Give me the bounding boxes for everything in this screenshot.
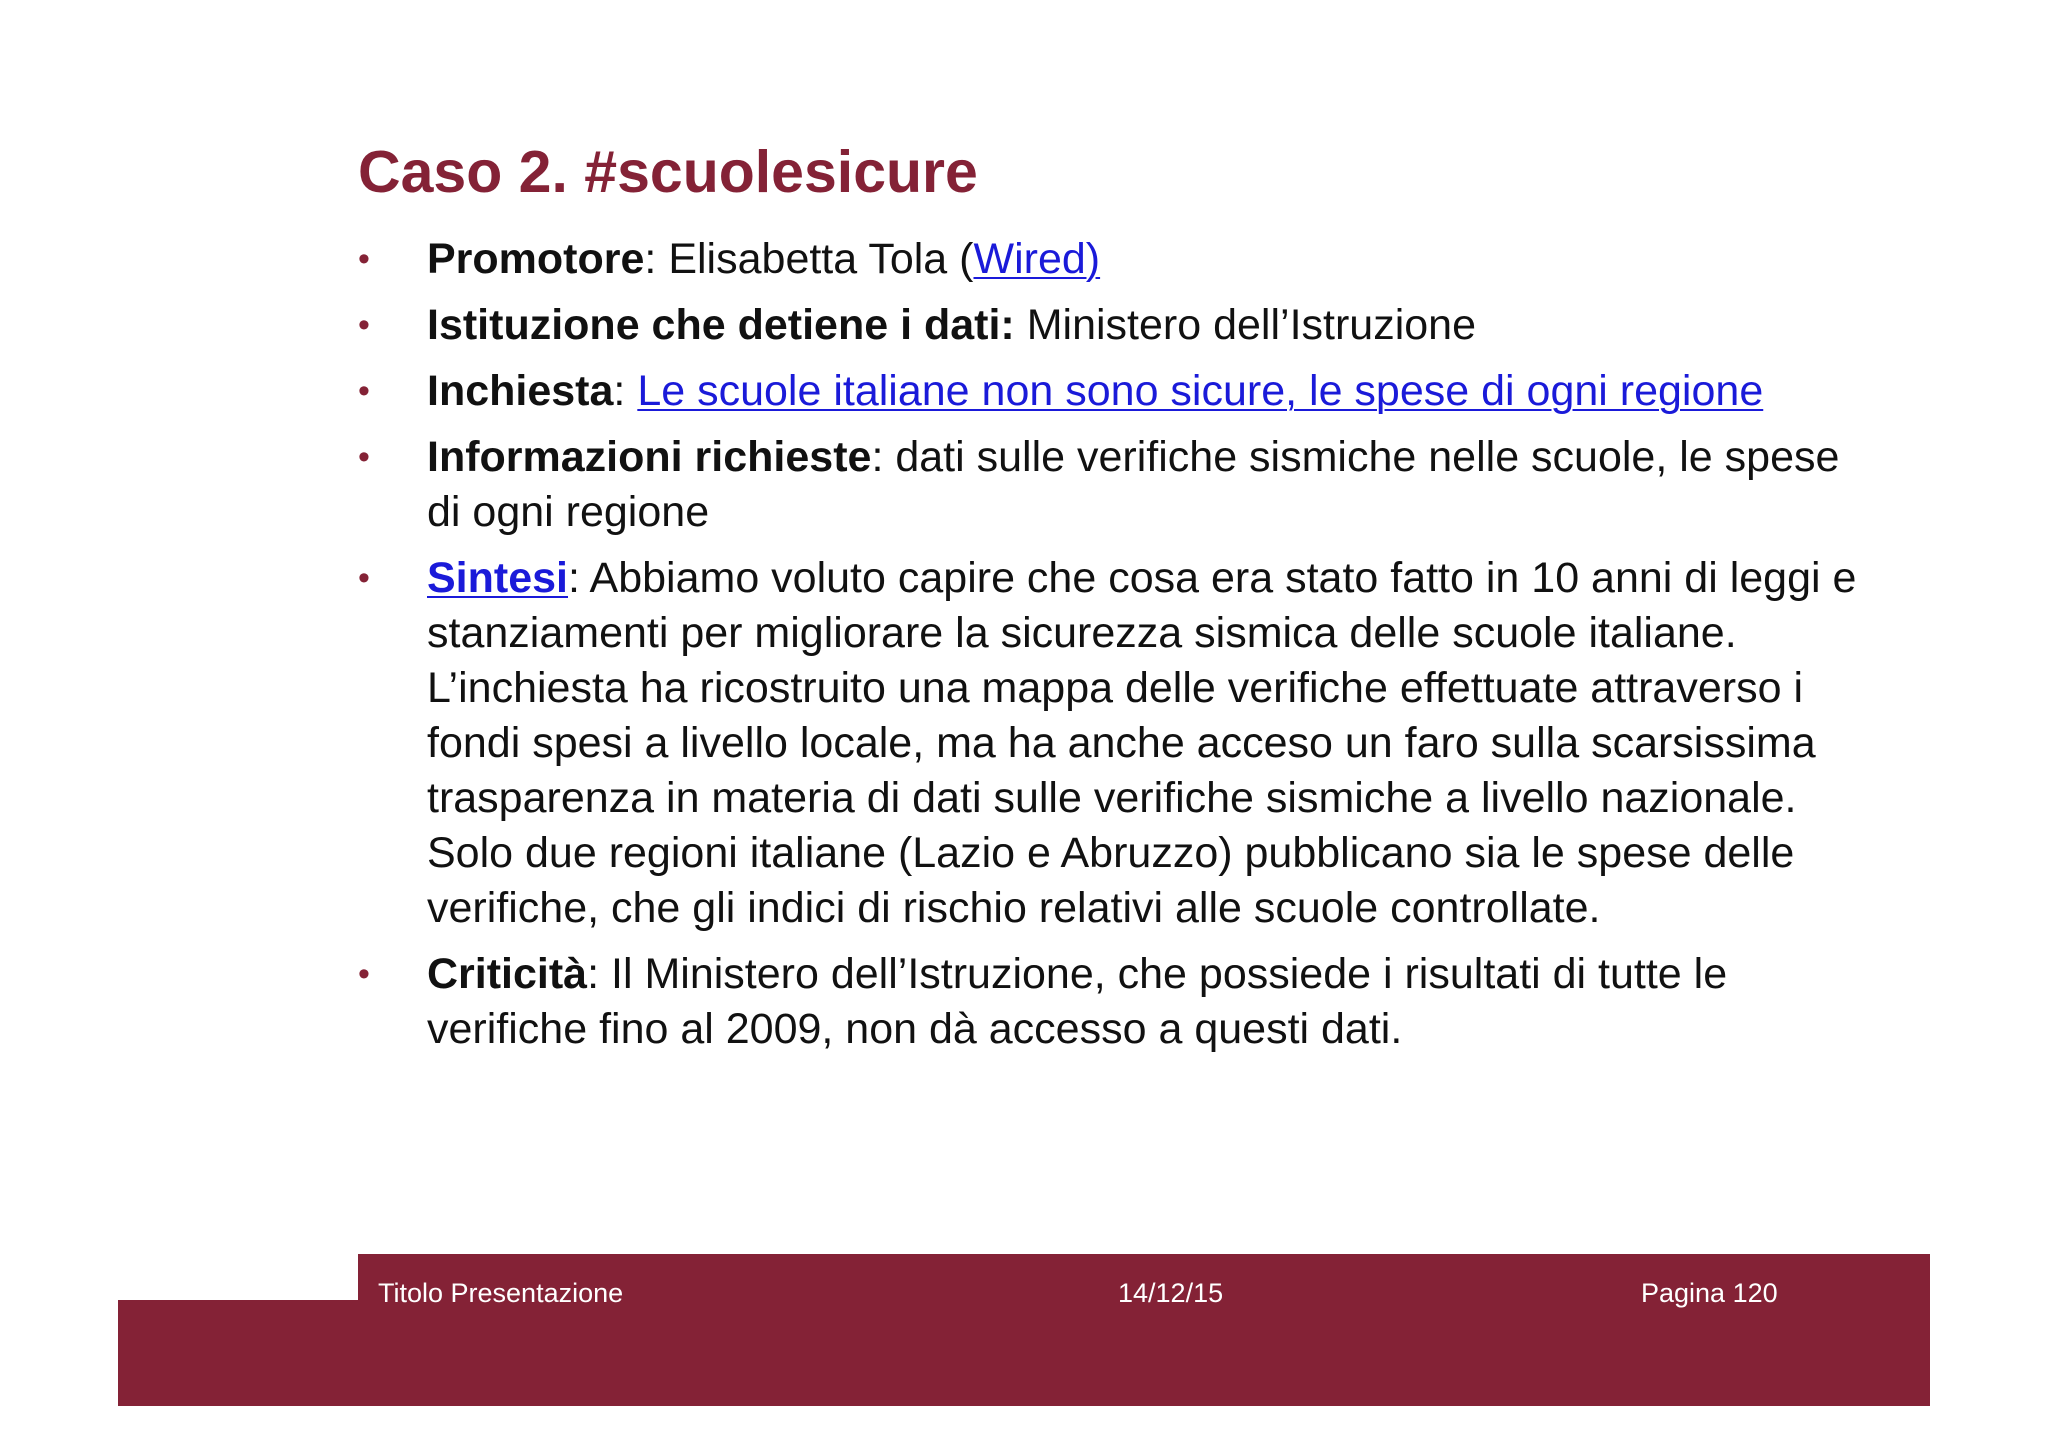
slide-title: Caso 2. #scuolesicure <box>358 139 978 205</box>
criticita-text: : Il Ministero dell’Istruzione, che possiede i risultati di tutte le verifiche fino al 2009, non dà accesso a questi dati. <box>427 950 1728 1053</box>
bullet-dot-icon: • <box>358 306 370 344</box>
bullet-dot-icon: • <box>358 240 370 278</box>
bullet-sintesi <box>358 551 1858 936</box>
bullet-criticita <box>358 947 1858 1057</box>
istituzione-text: Ministero dell’Istruzione <box>1014 301 1476 349</box>
bullet-istituzione <box>358 298 1858 353</box>
bullet-list <box>358 232 1858 1068</box>
footer-page-number: Pagina 120 <box>1641 1278 1778 1308</box>
bullet-inchiesta <box>358 364 1858 419</box>
wired-link[interactable]: Wired) <box>973 235 1101 283</box>
footer-presentation-title: Titolo Presentazione <box>378 1278 624 1308</box>
informazioni-text: : dati sulle verifiche sismiche nelle scuole, le spese di ogni regione <box>427 433 1840 536</box>
bullet-dot-icon: • <box>358 372 370 410</box>
promotore-text: Elisabetta Tola ( <box>656 235 974 283</box>
informazioni-label: Informazioni richieste <box>427 433 872 481</box>
inchiesta-separator: : <box>613 367 638 415</box>
bullet-informazioni <box>358 430 1858 540</box>
criticita-label: Criticità <box>427 950 588 998</box>
promotore-separator: : <box>644 235 657 283</box>
inchiesta-link[interactable]: Le scuole italiane non sono sicure, le spese di ogni regione <box>637 367 1764 415</box>
sintesi-link[interactable]: Sintesi <box>427 554 568 602</box>
footer-bar-bottom <box>118 1300 1930 1406</box>
bullet-dot-icon: • <box>358 438 370 476</box>
bullet-dot-icon: • <box>358 955 370 993</box>
bullet-promotore <box>358 232 1858 287</box>
inchiesta-label: Inchiesta <box>427 367 614 415</box>
istituzione-label: Istituzione che detiene i dati: <box>427 301 1015 349</box>
bullet-dot-icon: • <box>358 559 370 597</box>
footer-date: 14/12/15 <box>1118 1278 1224 1308</box>
promotore-label: Promotore <box>427 235 645 283</box>
sintesi-text: : Abbiamo voluto capire che cosa era stato fatto in 10 anni di leggi e stanziamenti per migliorare la sicurezza sismica delle scuole italiane. L’inchiesta ha ricostruito una mappa delle verifiche effettuate attraverso i fondi spesi a livello locale, ma ha anche acceso un faro sulla scarsissima trasparenza in materia di dati sulle verifiche sismiche a livello nazionale. Solo due regioni italiane (Lazio e Abruzzo) pubblicano sia le spese delle verifiche, che gli indici di rischio relativi alle scuole controllate. <box>427 554 1857 932</box>
